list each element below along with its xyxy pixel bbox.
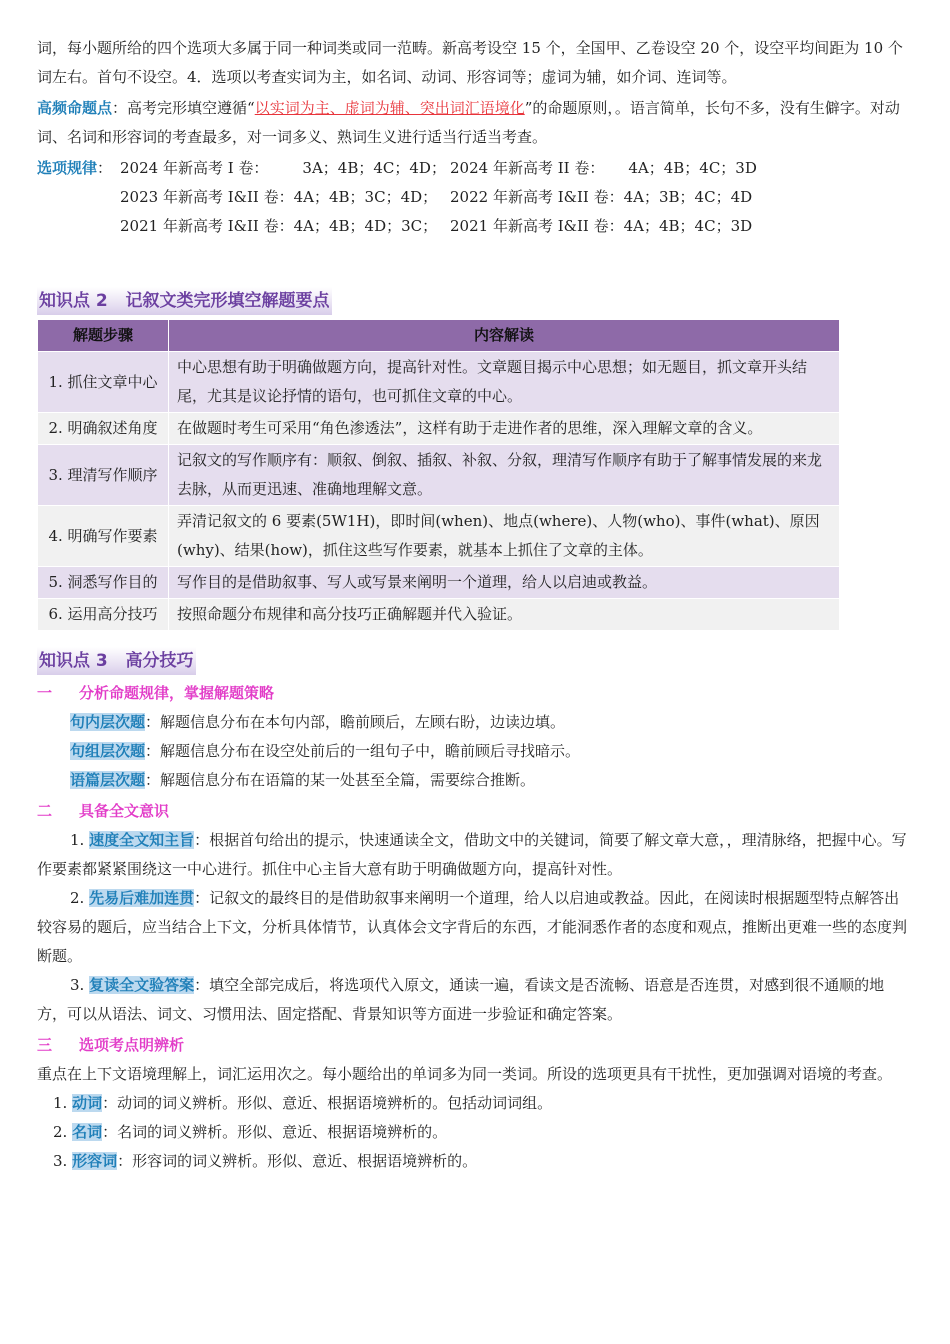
table-row <box>38 599 840 631</box>
list-item <box>37 766 913 795</box>
content-cell: 在做题时考生可采用“角色渗透法”，这样有助于走进作者的思维，深入理解文章的含义。 <box>169 413 840 445</box>
item-text: 填空全部完成后，将选项代入原文，通读一遍，看读文是否流畅、语意是否连贯，对感到很不通顺的地方，可以从语法、词文、习惯用法、固定搭配、背景知识等方面进一步验证和确定答案。 <box>37 976 885 1023</box>
list-item <box>37 971 913 1029</box>
content-cell: 写作目的是借助叙事、写人或写景来阐明一个道理，给人以启迪或教益。 <box>169 567 840 599</box>
item-sep: ： <box>145 713 161 731</box>
options-row-1 <box>37 154 913 183</box>
item-sep: ： <box>117 1152 133 1170</box>
item-number: 2. <box>70 889 90 907</box>
item-text: 解题信息分布在语篇的某一处甚至全篇，需要综合推断。 <box>160 771 536 789</box>
item-number: 3. <box>53 1152 73 1170</box>
kp3-heading: 知识点 3 高分技巧 <box>37 647 196 675</box>
item-sep: ： <box>194 976 210 994</box>
table-row <box>38 567 840 599</box>
content-cell: 按照命题分布规律和高分技巧正确解题并代入验证。 <box>169 599 840 631</box>
section-title: 选项考点明辨析 <box>79 1036 185 1054</box>
table-row <box>38 352 840 413</box>
options-year: 2024 年新高考 I 卷： <box>120 159 269 177</box>
item-label: 句内层次题 <box>70 713 146 731</box>
table-row <box>38 413 840 445</box>
kp2-col-content-header: 内容解读 <box>169 320 840 352</box>
options-answer: 4A；4B；4C；3D <box>623 217 753 235</box>
item-text: 记叙文的最终目的是借助叙事来阐明一个道理，给人以启迪或教益。因此，在阅读时根据题型特点解答出较容易的题后，应当结合上下文，分析具体情节，认真体会文字背后的东西，才能洞悉作者的态度和观点，推断出更难一些的态度判断题。 <box>37 889 908 965</box>
gaopin-sep: ： <box>112 99 128 117</box>
gaopin-pre: 高考完形填空遵循“ <box>127 99 255 117</box>
options-label: 选项规律 <box>37 159 98 177</box>
section-number: 一 <box>37 684 53 702</box>
step-cell: 5. 洞悉写作目的 <box>38 567 169 599</box>
item-label: 形容词 <box>72 1152 118 1170</box>
options-answer: 4A；4B；3C；4D； <box>293 188 438 206</box>
item-text: 名词的词义辨析。形似、意近、根据语境辨析的。 <box>117 1123 448 1141</box>
step-cell: 2. 明确叙述角度 <box>38 413 169 445</box>
options-answer: 3A；4B；4C；4D； <box>302 159 446 177</box>
section-title: 分析命题规律，掌握解题策略 <box>79 684 275 702</box>
item-label: 复读全文验答案 <box>89 976 195 994</box>
section-number: 二 <box>37 802 53 820</box>
gaopin-post: ”的命题原则，。语言简单，长句不多，没有生僻字。对动词、名词和形容词的考查最多，对一词多义、熟词生义进行适当行适当考查。 <box>37 99 900 146</box>
item-label: 名词 <box>72 1123 103 1141</box>
options-answer: 4A；3B；4C；4D <box>623 188 753 206</box>
section-3-intro: 重点在上下文语境理解上，词汇运用次之。每小题给出的单词多为同一类词。所设的选项更具有干扰性，更加强调对语境的考查。 <box>37 1065 893 1083</box>
item-sep: ： <box>145 742 161 760</box>
item-number: 1. <box>70 831 90 849</box>
item-sep: ： <box>194 831 210 849</box>
item-sep: ： <box>102 1094 118 1112</box>
item-text: 解题信息分布在本句内部，瞻前顾后，左顾右盼，边读边填。 <box>160 713 566 731</box>
section-title: 具备全文意识 <box>79 802 170 820</box>
item-number: 3. <box>70 976 90 994</box>
content-cell: 中心思想有助于明确做题方向，提高针对性。文章题目揭示中心思想；如无题目，抓文章开头结尾，尤其是议论抒情的语句，也可抓住文章的中心。 <box>169 352 840 413</box>
kp3-section-2-title <box>37 797 913 826</box>
gaopin-paragraph <box>37 94 913 152</box>
list-item <box>37 1118 913 1147</box>
content-cell: 记叙文的写作顺序有：顺叙、倒叙、插叙、补叙、分叙，理清写作顺序有助于了解事情发展的来龙去脉，从而更迅速、准确地理解文意。 <box>169 445 840 506</box>
step-cell: 4. 明确写作要素 <box>38 506 169 567</box>
item-label: 语篇层次题 <box>70 771 146 789</box>
options-year: 2023 年新高考 I&II 卷： <box>120 188 294 206</box>
kp2-col-step-header: 解题步骤 <box>38 320 169 352</box>
options-row-2 <box>37 183 913 212</box>
step-cell: 1. 抓住文章中心 <box>38 352 169 413</box>
options-row-3 <box>37 212 913 241</box>
item-text: 解题信息分布在设空处前后的一组句子中，瞻前顾后寻找暗示。 <box>160 742 581 760</box>
list-item <box>37 737 913 766</box>
section-number: 三 <box>37 1036 53 1054</box>
kp2-heading: 知识点 2 记叙文类完形填空解题要点 <box>37 287 332 315</box>
kp2-table <box>37 319 840 631</box>
item-label: 动词 <box>72 1094 103 1112</box>
kp3-section-3-title <box>37 1031 913 1060</box>
options-year: 2024 年新高考 II 卷： <box>450 159 605 177</box>
list-item <box>37 884 913 971</box>
item-label: 句组层次题 <box>70 742 146 760</box>
step-cell: 6. 运用高分技巧 <box>38 599 169 631</box>
options-year: 2022 年新高考 I&II 卷： <box>450 188 624 206</box>
table-row <box>38 445 840 506</box>
options-answer: 4A；4B；4C；3D <box>628 159 757 177</box>
gaopin-highlight: 以实词为主、虚词为辅、突出词汇语境化 <box>254 99 525 117</box>
step-cell: 3. 理清写作顺序 <box>38 445 169 506</box>
item-text: 根据首句给出的提示，快速通读全文，借助文中的关键词，简要了解文章大意，，理清脉络，把握中心。写作要素都紧紧围绕这一中心进行。抓住中心主旨大意有助于明确做题方向，提高针对性。 <box>37 831 907 878</box>
options-year: 2021 年新高考 I&II 卷： <box>120 217 294 235</box>
list-item <box>37 1147 913 1176</box>
item-text: 形容词的词义辨析。形似、意近、根据语境辨析的。 <box>132 1152 478 1170</box>
options-answer: 4A；4B；4D；3C； <box>293 217 438 235</box>
intro-paragraph: 词，每小题所给的四个选项大多属于同一种词类或同一范畴。新高考设空 15 个，全国甲、乙卷设空 20 个，设空平均间距为 10 个词左右。首句不设空。4．选项以考查实词为主，如名词、动词、形容词等；虚词为辅，如介词、连词等。 <box>37 39 903 86</box>
list-item <box>37 826 913 884</box>
item-label: 先易后难加连贯 <box>89 889 195 907</box>
table-row <box>38 506 840 567</box>
options-block <box>37 154 913 241</box>
options-sep: ： <box>97 159 113 177</box>
item-sep: ： <box>145 771 161 789</box>
list-item <box>37 708 913 737</box>
item-sep: ： <box>102 1123 118 1141</box>
item-sep: ： <box>194 889 210 907</box>
item-label: 速度全文知主旨 <box>89 831 195 849</box>
kp3-section-1-title <box>37 679 913 708</box>
item-number: 2. <box>53 1123 73 1141</box>
item-number: 1. <box>53 1094 73 1112</box>
list-item <box>37 1089 913 1118</box>
content-cell: 弄清记叙文的 6 要素(5W1H)，即时间(when)、地点(where)、人物(who)、事件(what)、原因(why)、结果(how)，抓住这些写作要素，就基本上抓住了文章的主体。 <box>169 506 840 567</box>
options-year: 2021 年新高考 I&II 卷： <box>450 217 624 235</box>
gaopin-label: 高频命题点 <box>37 99 113 117</box>
item-text: 动词的词义辨析。形似、意近、根据语境辨析的。包括动词词组。 <box>117 1094 553 1112</box>
